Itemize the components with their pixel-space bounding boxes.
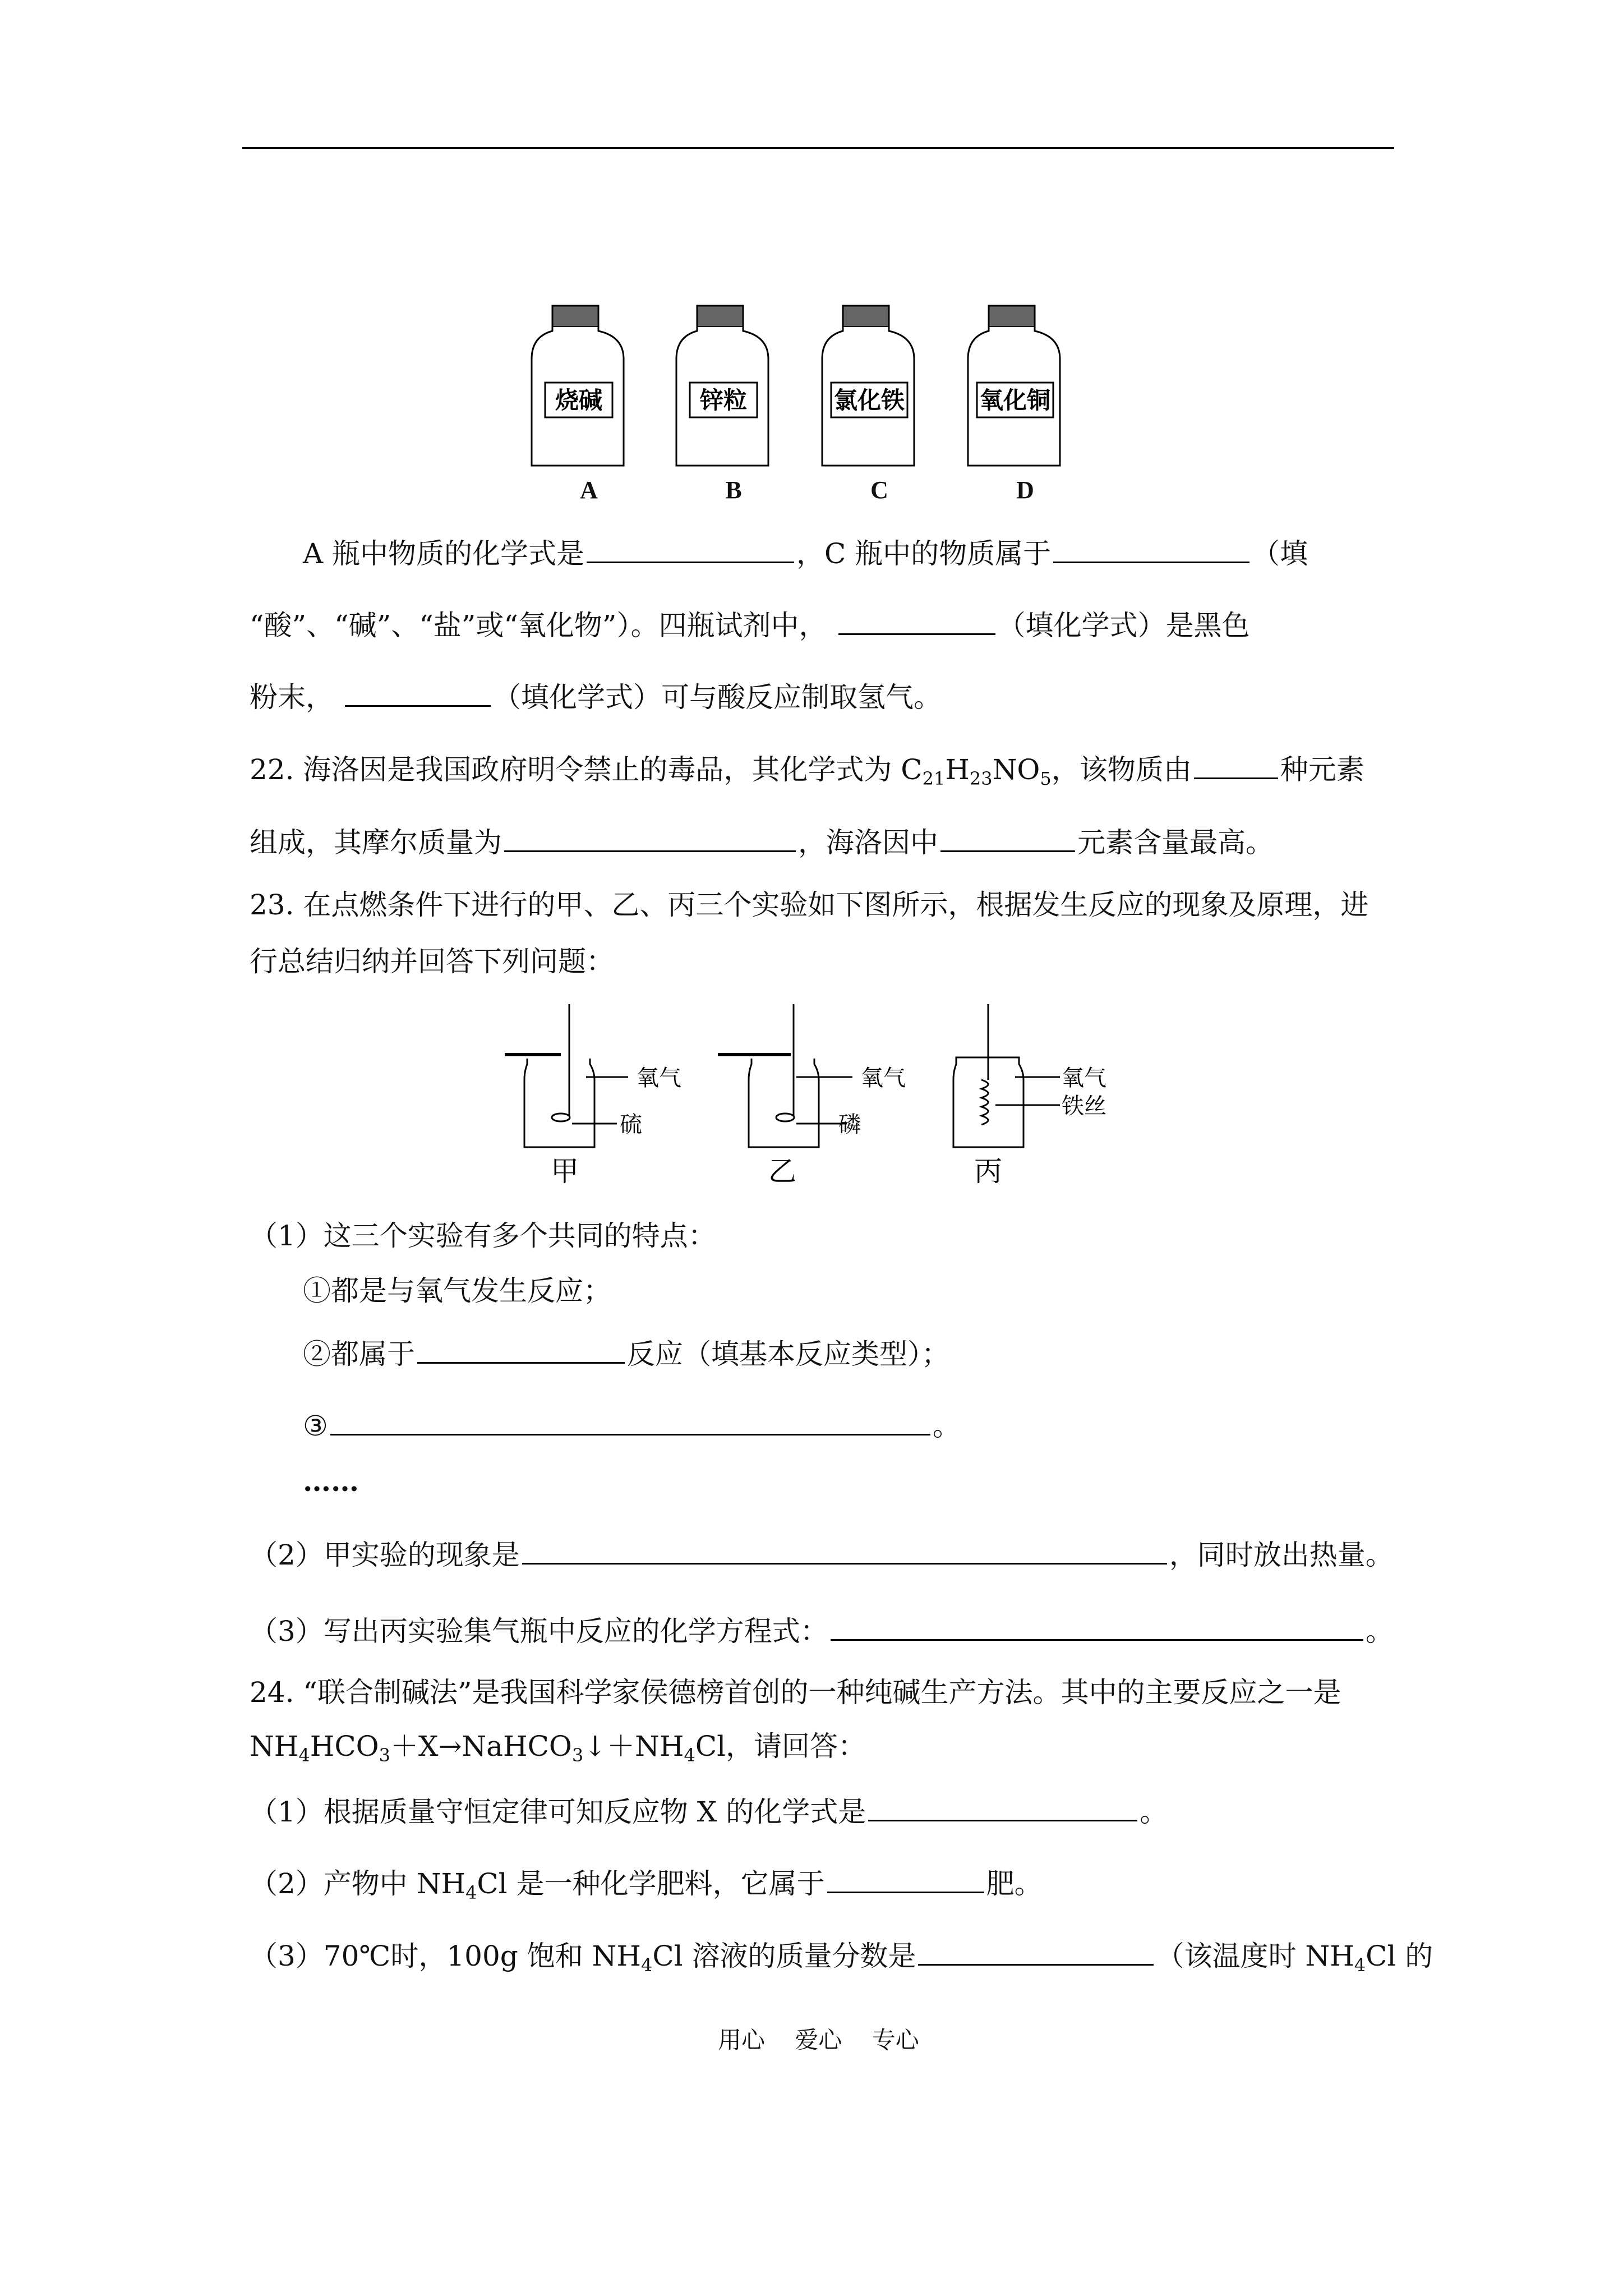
q22-sub-2: 23 [969, 768, 993, 789]
bottle-b-label: 锌粒 [699, 386, 748, 414]
reagent-bottles-figure [527, 297, 1088, 488]
bottle-c-letter: C [870, 476, 888, 504]
q21-text-2b: （填化学式）是黑色 [997, 609, 1250, 642]
experiment-jia [505, 1004, 628, 1147]
q22-text-l2a: 组成，其摩尔质量为 [250, 826, 502, 859]
q23-text-2a: （2）甲实验的现象是 [250, 1539, 520, 1571]
bing-iron-wire-label: 铁丝 [1062, 1093, 1106, 1119]
yi-caption: 乙 [768, 1155, 796, 1188]
q23-blank-reaction-type[interactable] [417, 1336, 625, 1364]
q21-text-3a: 粉末， [250, 681, 334, 714]
q21-text-3b: （填化学式）可与酸反应制取氢气。 [493, 681, 942, 714]
experiment-bing [953, 1004, 1060, 1147]
bottle-b [676, 306, 768, 466]
q24-eq-e: Cl，请回答： [695, 1730, 866, 1763]
q23-line-1: 23. 在点燃条件下进行的甲、乙、丙三个实验如下图所示，根据发生反应的现象及原理，进 [250, 889, 1369, 921]
q22-text-b: H [945, 753, 970, 786]
q24-text-3d: Cl 的 [1366, 1940, 1433, 1972]
q23-ellipsis: …… [303, 1465, 359, 1498]
q21-line-3 [250, 679, 942, 715]
q21-blank-black-powder[interactable] [838, 608, 995, 635]
q21-blank-c-class[interactable] [1053, 536, 1249, 563]
q21-text-2a: “酸”、“碱”、“盐”或“氧化物”）。四瓶试剂中， [250, 609, 827, 642]
q24-text-2c: 肥。 [986, 1867, 1043, 1900]
q22-text-l2c: 元素含量最高。 [1077, 826, 1274, 859]
experiment-yi [718, 1004, 852, 1147]
q23-sub-1c [303, 1408, 961, 1443]
bottle-a-letter: A [580, 476, 598, 504]
bottle-d-label: 氧化铜 [979, 386, 1051, 414]
q22-text-d: ，该物质由 [1051, 753, 1192, 786]
q23-sub-1a: ①都是与氧气发生反应； [303, 1274, 611, 1307]
q24-eq-b: HCO [310, 1730, 379, 1763]
q24-eq-d: ↓＋NH [583, 1730, 684, 1763]
q24-line-1: 24. “联合制碱法”是我国科学家侯德榜首创的一种纯碱生产方法。其中的主要反应之一是 [250, 1676, 1341, 1709]
q22-text-l2b: ，海洛因中 [798, 826, 938, 859]
q24-eq-sub-2: 3 [379, 1745, 390, 1766]
jia-sulfur-label: 硫 [620, 1112, 642, 1138]
q23-text-1b-b: 反应（填基本反应类型）； [627, 1338, 949, 1370]
combustion-experiment-figure [494, 1001, 1144, 1192]
q23-sub-2 [250, 1537, 1394, 1572]
q23-text-1c-a: ③ [303, 1410, 328, 1442]
bing-caption: 丙 [974, 1155, 1002, 1188]
bottle-d [968, 306, 1060, 466]
q24-sub-2 [250, 1866, 1043, 1901]
q24-text-3b: Cl 溶液的质量分数是 [652, 1940, 916, 1972]
jia-caption: 甲 [551, 1155, 579, 1188]
yi-oxygen-label: 氧气 [861, 1065, 906, 1091]
q23-text-1b-a: ②都属于 [303, 1338, 415, 1370]
q23-sub-1b [303, 1336, 949, 1372]
bottle-c [822, 306, 914, 466]
q24-eq-sub-3: 3 [571, 1745, 584, 1766]
bottle-b-letter: B [725, 476, 742, 504]
q24-eq-sub-4: 4 [684, 1745, 695, 1766]
q23-line-2: 行总结归纳并回答下列问题： [250, 945, 614, 978]
q24-sub2-sub: 4 [465, 1882, 477, 1903]
q21-blank-hydrogen[interactable] [345, 679, 491, 707]
bottle-d-letter: D [1016, 476, 1034, 504]
q21-text-1a: A 瓶中物质的化学式是 [303, 537, 585, 570]
bottle-a-label: 烧碱 [555, 386, 603, 414]
q23-text-2b: ，同时放出热量。 [1169, 1539, 1394, 1571]
q21-blank-a-formula[interactable] [587, 536, 794, 563]
bottle-a [532, 306, 624, 466]
q22-blank-molar-mass[interactable] [504, 825, 796, 852]
q24-blank-fertilizer[interactable] [827, 1866, 984, 1893]
q23-blank-equation[interactable] [831, 1613, 1363, 1641]
q21-text-1c: （填 [1252, 537, 1308, 570]
q21-text-1b: ，C 瓶中的物质属于 [796, 537, 1052, 570]
q24-equation [250, 1729, 866, 1764]
q22-line-2 [250, 825, 1274, 860]
q23-blank-jia-phenomenon[interactable] [522, 1537, 1167, 1565]
bottle-c-label: 氯化铁 [833, 386, 905, 414]
q24-blank-mass-fraction[interactable] [918, 1938, 1154, 1966]
q23-text-3a: （3）写出丙实验集气瓶中反应的化学方程式： [250, 1615, 828, 1648]
q24-sub3-sub2: 4 [1354, 1954, 1366, 1976]
q21-line-2 [250, 608, 1250, 643]
jia-oxygen-label: 氧气 [637, 1065, 681, 1091]
q24-text-1b: 。 [1140, 1796, 1168, 1828]
q22-sub-1: 21 [922, 768, 946, 789]
q24-sub3-sub1: 4 [640, 1954, 653, 1976]
yi-phosphorus-label: 磷 [838, 1112, 861, 1138]
q24-eq-c: ＋X→NaHCO [390, 1730, 572, 1763]
q23-blank-common-feature[interactable] [330, 1408, 930, 1435]
q24-text-3a: （3）70℃时，100g 饱和 NH [250, 1940, 641, 1972]
q24-blank-x-formula[interactable] [868, 1794, 1137, 1821]
q23-text-1c-b: 。 [932, 1410, 961, 1442]
q22-blank-elements[interactable] [1194, 752, 1278, 779]
q24-sub-1 [250, 1794, 1168, 1829]
q24-sub-3 [250, 1938, 1433, 1976]
q22-text-e: 种元素 [1280, 753, 1364, 786]
q24-eq-a: NH [250, 1730, 299, 1763]
q24-text-3c: （该温度时 NH [1156, 1940, 1354, 1972]
q22-sub-3: 5 [1040, 768, 1052, 789]
page-footer: 用心 爱心 专心 [718, 2026, 919, 2054]
q22-line-1 [250, 752, 1364, 787]
q23-sub-1: （1）这三个实验有多个共同的特点： [250, 1220, 716, 1252]
q23-sub-3 [250, 1613, 1394, 1649]
q24-text-1a: （1）根据质量守恒定律可知反应物 X 的化学式是 [250, 1796, 866, 1828]
q22-blank-element[interactable] [940, 825, 1075, 852]
q24-text-2a: （2）产物中 NH [250, 1867, 466, 1900]
q23-text-3b: 。 [1365, 1615, 1394, 1648]
q22-text-a: 22. 海洛因是我国政府明令禁止的毒品，其化学式为 C [250, 753, 923, 786]
q22-text-c: NO [992, 753, 1040, 786]
header-rule [242, 147, 1394, 149]
q24-text-2b: Cl 是一种化学肥料，它属于 [477, 1867, 825, 1900]
bing-oxygen-label: 氧气 [1062, 1065, 1106, 1091]
q24-eq-sub-1: 4 [298, 1745, 310, 1766]
q21-line-1 [303, 536, 1308, 571]
